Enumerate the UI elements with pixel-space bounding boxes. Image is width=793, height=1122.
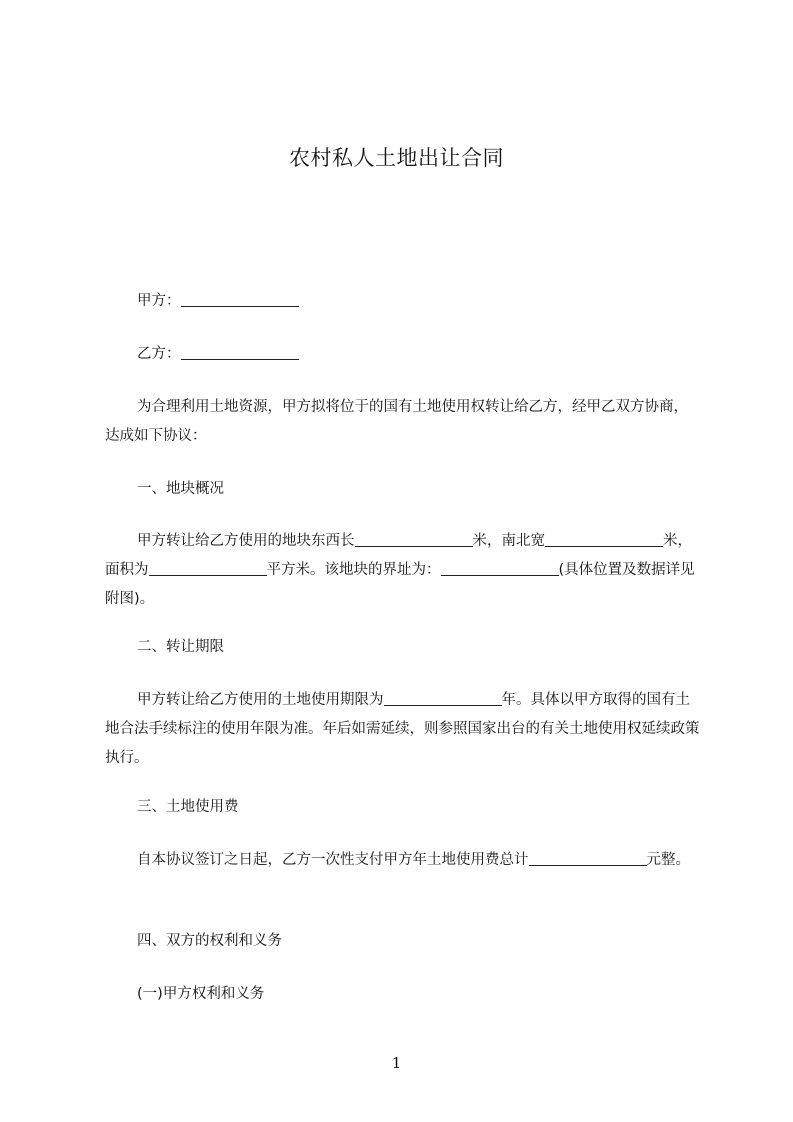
s3-text-2: 元整。 xyxy=(646,852,690,868)
fee-total-blank[interactable] xyxy=(529,847,647,866)
section-2-paragraph xyxy=(105,686,700,773)
party-b-label: 乙方： xyxy=(137,346,181,362)
intro-paragraph: 为合理利用土地资源，甲方拟将位于的国有土地使用权转让给乙方，经甲乙双方协商，达成如下协议： xyxy=(105,399,688,444)
s1-text-4: 平方米。该地块的界址为： xyxy=(266,562,441,578)
section-2-heading: 二、转让期限 xyxy=(137,639,224,655)
section-3-paragraph xyxy=(105,846,700,875)
north-south-width-blank[interactable] xyxy=(545,528,663,547)
area-blank[interactable] xyxy=(149,557,267,576)
s1-text-3: 米，面积为 xyxy=(105,533,692,578)
east-west-length-blank[interactable] xyxy=(355,528,473,547)
s2-text-2: 年。具体以甲方取得的国有土地合法手续标注的使用年限为准。年后如需延续，则参照国家出台的有关土地使用权延续政策执行。 xyxy=(105,692,700,766)
term-years-blank[interactable] xyxy=(384,687,502,706)
document-title: 农村私人土地出让合同 xyxy=(289,146,504,170)
section-1-paragraph xyxy=(105,527,700,614)
page-number: 1 xyxy=(391,1054,402,1072)
boundary-blank[interactable] xyxy=(441,557,559,576)
party-b-line xyxy=(137,340,697,369)
section-3-heading: 三、土地使用费 xyxy=(137,799,239,815)
s1-text-2: 米，南北宽 xyxy=(472,533,545,549)
party-a-label: 甲方： xyxy=(137,293,181,309)
section-1-heading: 一、地块概况 xyxy=(137,481,224,497)
party-b-blank[interactable] xyxy=(181,341,299,360)
party-a-line xyxy=(137,287,697,316)
s1-text-5: (具体位置及数据详见附图)。 xyxy=(105,562,695,607)
section-4-1-heading: (一)甲方权利和义务 xyxy=(137,986,265,1002)
s1-text-1: 甲方转让给乙方使用的地块东西长 xyxy=(137,533,355,549)
section-4-heading: 四、双方的权利和义务 xyxy=(137,933,282,949)
s3-text-1: 自本协议签订之日起，乙方一次性支付甲方年土地使用费总计 xyxy=(137,852,529,868)
s2-text-1: 甲方转让给乙方使用的土地使用期限为 xyxy=(137,692,384,708)
party-a-blank[interactable] xyxy=(181,288,299,307)
